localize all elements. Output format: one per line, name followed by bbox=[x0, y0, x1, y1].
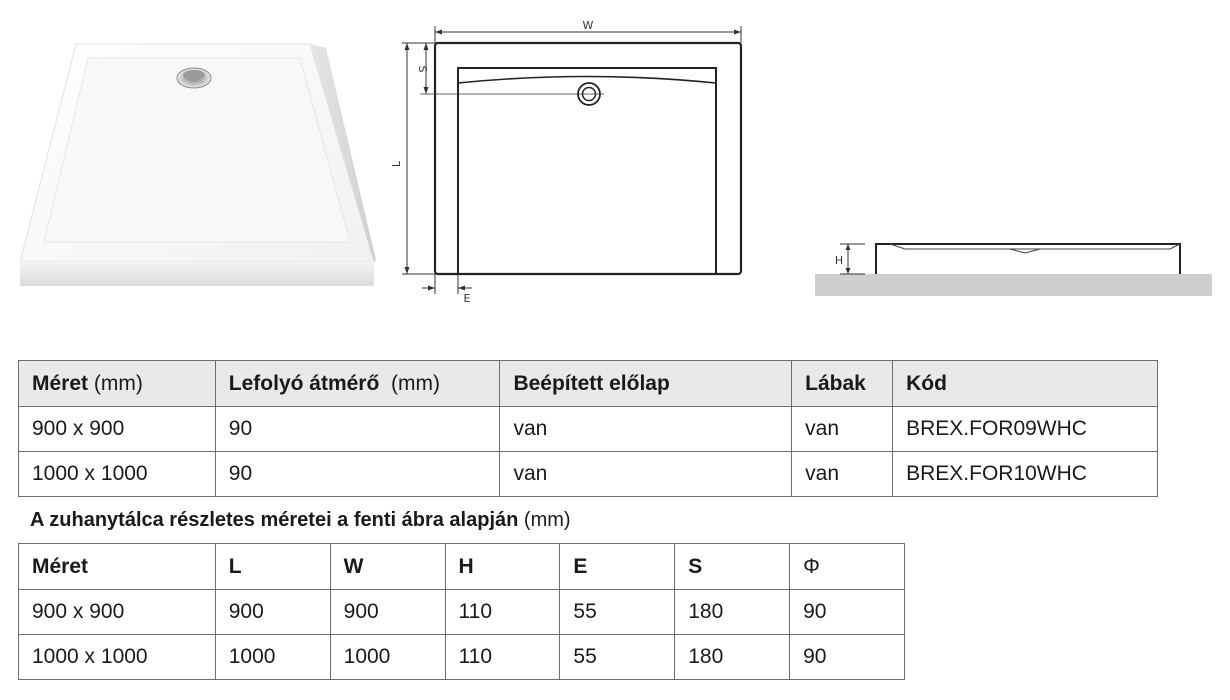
cell-code: BREX.FOR09WHC bbox=[893, 407, 1158, 452]
header-size: Méret bbox=[19, 544, 216, 590]
cell-s: 180 bbox=[675, 635, 790, 680]
shower-tray-photo bbox=[14, 38, 376, 288]
cell-legs: van bbox=[792, 407, 893, 452]
header-w: W bbox=[330, 544, 445, 590]
side-view-drawing bbox=[815, 230, 1212, 296]
table-row bbox=[19, 407, 1158, 452]
table-header-row bbox=[19, 544, 905, 590]
cell-l: 1000 bbox=[215, 635, 330, 680]
product-table bbox=[18, 360, 1158, 497]
cell-front-panel: van bbox=[500, 452, 792, 497]
cell-e: 55 bbox=[560, 635, 675, 680]
cell-h: 110 bbox=[445, 635, 560, 680]
cell-size: 900 x 900 bbox=[19, 407, 216, 452]
table-row bbox=[19, 590, 905, 635]
cell-w: 1000 bbox=[330, 635, 445, 680]
cell-drain-diameter: 90 bbox=[215, 407, 500, 452]
header-s: S bbox=[675, 544, 790, 590]
header-size: Méret (mm) bbox=[19, 361, 216, 407]
header-front-panel: Beépített előlap bbox=[500, 361, 792, 407]
cell-code: BREX.FOR10WHC bbox=[893, 452, 1158, 497]
header-code: Kód bbox=[893, 361, 1158, 407]
cell-h: 110 bbox=[445, 590, 560, 635]
floor bbox=[815, 274, 1212, 296]
cell-size: 900 x 900 bbox=[19, 590, 216, 635]
cell-w: 900 bbox=[330, 590, 445, 635]
table-header-row bbox=[19, 361, 1158, 407]
tray-outline bbox=[435, 43, 741, 274]
cell-front-panel: van bbox=[500, 407, 792, 452]
header-legs: Lábak bbox=[792, 361, 893, 407]
table-row bbox=[19, 452, 1158, 497]
cell-drain-diameter: 90 bbox=[215, 452, 500, 497]
dimensions-caption: A zuhanytálca részletes méretei a fenti ábra alapján (mm) bbox=[30, 509, 571, 531]
basin-outline bbox=[458, 68, 716, 274]
top-view-drawing bbox=[392, 14, 752, 314]
cell-legs: van bbox=[792, 452, 893, 497]
cell-phi: 90 bbox=[790, 590, 905, 635]
cell-size: 1000 x 1000 bbox=[19, 452, 216, 497]
dimensions-table bbox=[18, 543, 905, 680]
dim-label-l: L bbox=[390, 160, 403, 168]
dim-label-w: W bbox=[582, 19, 594, 32]
dim-label-h: H bbox=[834, 254, 844, 267]
dim-label-e: E bbox=[463, 292, 471, 305]
table-row bbox=[19, 635, 905, 680]
header-drain-diameter: Lefolyó átmérő (mm) bbox=[215, 361, 500, 407]
header-e: E bbox=[560, 544, 675, 590]
cell-e: 55 bbox=[560, 590, 675, 635]
header-h: H bbox=[445, 544, 560, 590]
header-l: L bbox=[215, 544, 330, 590]
dim-label-s: S bbox=[416, 65, 429, 73]
cell-size: 1000 x 1000 bbox=[19, 635, 216, 680]
header-phi: Φ bbox=[790, 544, 905, 590]
cell-phi: 90 bbox=[790, 635, 905, 680]
cell-l: 900 bbox=[215, 590, 330, 635]
cell-s: 180 bbox=[675, 590, 790, 635]
